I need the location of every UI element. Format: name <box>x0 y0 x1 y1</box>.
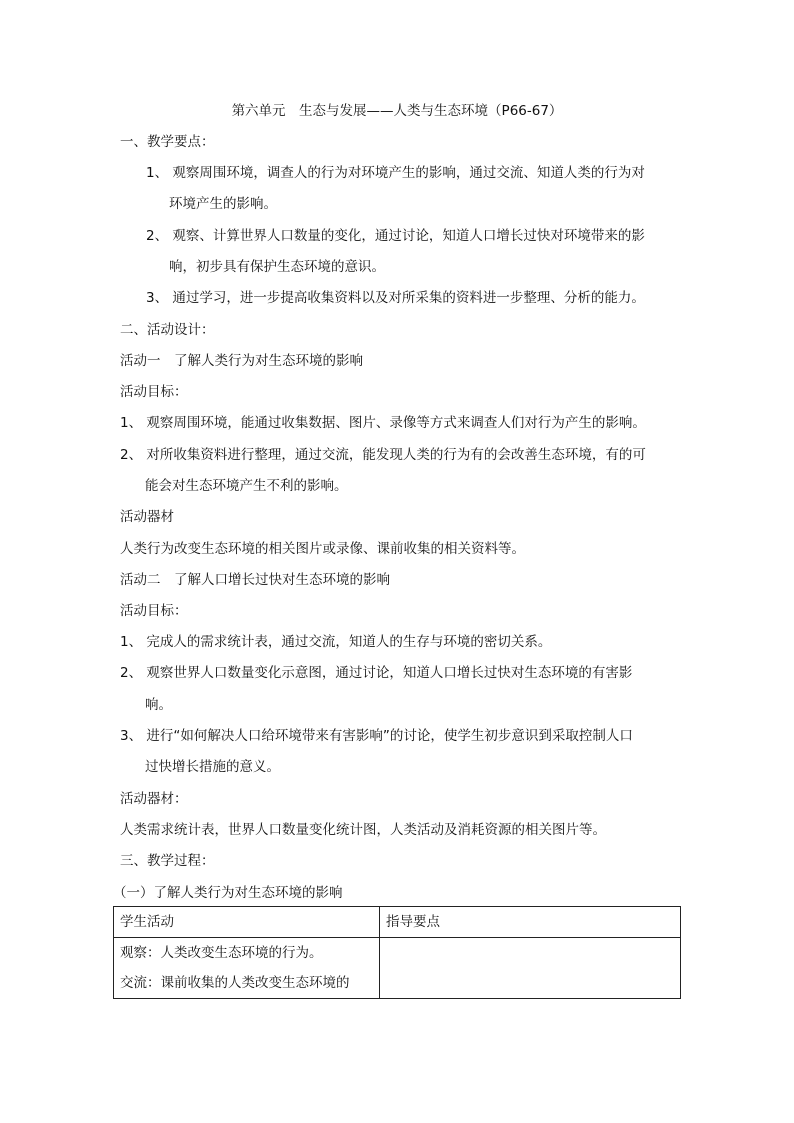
section-heading-teaching-process: 三、教学过程： <box>120 853 215 869</box>
activity2-material: 人类需求统计表，世界人口数量变化统计图，人类活动及消耗资源的相关图片等。 <box>120 822 606 838</box>
activity2-goal-label: 活动目标： <box>120 603 188 619</box>
activity2-goal-1: 1、 完成人的需求统计表，通过交流，知道人的生存与环境的密切关系。 <box>120 634 552 650</box>
table-header-cell: 指导要点 <box>380 907 681 938</box>
activity1-goal-2: 2、 对所收集资料进行整理，通过交流，能发现人类的行为有的会改善生态环境，有的可 <box>120 447 646 463</box>
teaching-point-1-cont: 环境产生的影响。 <box>169 196 277 212</box>
page-title: 第六单元 生态与发展——人类与生态环境（P66-67） <box>231 103 563 119</box>
teaching-point-1: 1、 观察周围环境，调查人的行为对环境产生的影响，通过交流、知道人类的行为对 <box>146 165 645 181</box>
table-cell <box>380 938 681 999</box>
table-cell-line: 观察：人类改变生态环境的行为。 <box>120 945 323 961</box>
teaching-point-2: 2、 观察、计算世界人口数量的变化，通过讨论，知道人口增长过快对环境带来的影 <box>146 228 645 244</box>
activity1-material: 人类行为改变生态环境的相关图片或录像、课前收集的相关资料等。 <box>120 541 525 557</box>
subsection-heading-1: （一）了解人类行为对生态环境的影响 <box>113 885 343 901</box>
teaching-point-2-cont: 响，初步具有保护生态环境的意识。 <box>169 259 385 275</box>
table-cell-line: 交流：课前收集的人类改变生态环境的 <box>120 975 350 991</box>
activity2-goal-3-cont: 过快增长措施的意义。 <box>145 759 280 775</box>
activity2-goal-2-cont: 响。 <box>145 697 172 713</box>
activity1-goal-label: 活动目标： <box>120 384 188 400</box>
activity2-goal-2: 2、 观察世界人口数量变化示意图，通过讨论，知道人口增长过快对生态环境的有害影 <box>120 665 633 681</box>
activity1-goal-2-cont: 能会对生态环境产生不利的影响。 <box>145 478 348 494</box>
table-header-cell: 学生活动 <box>114 907 380 938</box>
activity2-material-label: 活动器材： <box>120 791 188 807</box>
activity2-title: 活动二 了解人口增长过快对生态环境的影响 <box>120 572 390 588</box>
table-header-row <box>114 907 681 938</box>
activity1-title: 活动一 了解人类行为对生态环境的影响 <box>120 353 363 369</box>
activity1-goal-1: 1、 观察周围环境，能通过收集数据、图片、录像等方式来调查人们对行为产生的影响。 <box>120 415 646 431</box>
section-heading-teaching-points: 一、教学要点： <box>120 134 215 150</box>
activity1-material-label: 活动器材 <box>120 509 174 525</box>
table-row <box>114 938 681 999</box>
section-heading-activity-design: 二、活动设计： <box>120 322 215 338</box>
table-cell <box>114 938 380 999</box>
teaching-point-3: 3、 通过学习，进一步提高收集资料以及对所采集的资料进一步整理、分析的能力。 <box>146 290 645 306</box>
process-table <box>113 906 681 999</box>
activity2-goal-3: 3、 进行“如何解决人口给环境带来有害影响”的讨论，使学生初步意识到采取控制人口 <box>120 728 633 744</box>
